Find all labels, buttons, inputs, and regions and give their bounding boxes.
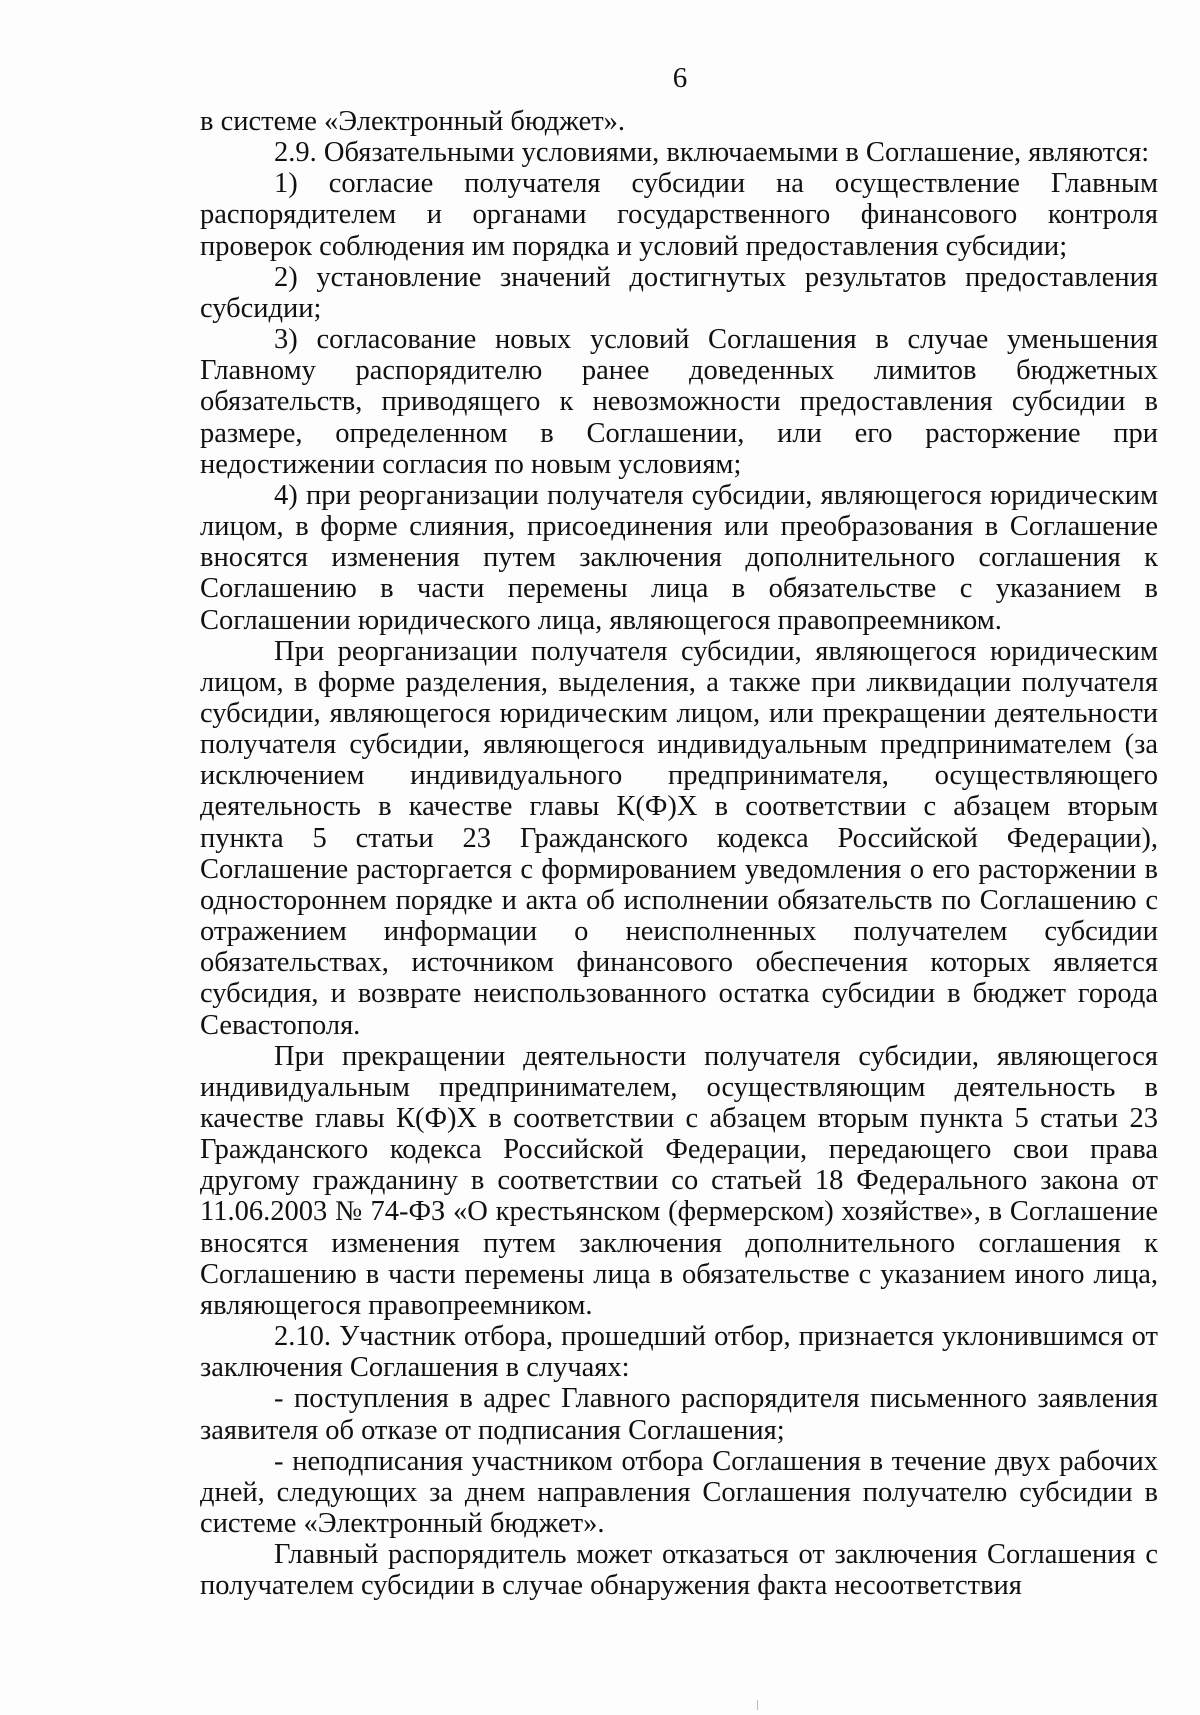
paragraph-reorganization: При реорганизации получателя субсидии, являющегося юридическим лицом, в форме разделения, выделения, а также при ликвидации получателя субсидии, являющегося юридическим лицом, или прекращении деятельности получателя субсидии, являющегося индивидуальным предпринимателем (за исключением индивидуального предпринимателя, осуществляющего деятельность в качестве главы К(Ф)Х в соответствии с абзацем вторым пункта 5 статьи 23 Гражданского кодекса Российской Федерации), Соглашение расторгается с формированием уведомления о его расторжении в одностороннем порядке и акта об исполнении обязательств по Соглашению с отражением информации о неисполненных получателем субсидии обязательствах, источником финансового обеспечения которых является субсидия, и возврате неиспользованного остатка субсидии в бюджет города Севастополя. [200,635,1158,1041]
paragraph-termination: При прекращении деятельности получателя субсидии, являющегося индивидуальным предпринимателем, осуществляющим деятельность в качестве главы К(Ф)Х в соответствии с абзацем вторым пункта 5 статьи 23 Гражданского кодекса Российской Федерации, передающего свои права другому гражданину в соответствии со статьей 18 Федерального закона от 11.06.2003 № 74-ФЗ «О крестьянском (фермерском) хозяйстве», в Соглашение вносятся изменения путем заключения дополнительного соглашения к Соглашению в части перемены лица в обязательстве с указанием иного лица, являющегося правопреемником. [200,1040,1158,1321]
page-number: 6 [672,62,688,94]
document-body [200,106,1158,1602]
paragraph-case-1: - поступления в адрес Главного распорядителя письменного заявления заявителя об отказе от подписания Соглашения; [200,1383,1158,1446]
paragraph-continuation: в системе «Электронный бюджет». [200,106,626,137]
paragraph-2-10: 2.10. Участник отбора, прошедший отбор, признается уклонившимся от заключения Соглашения в случаях: [200,1321,1158,1384]
paragraph-item-3: 3) согласование новых условий Соглашения в случае уменьшения Главному распорядителю ранее доведенных лимитов бюджетных обязательств, приводящего к невозможности предоставления субсидии в размере, определенном в Соглашении, или его расторжение при недостижении согласия по новым условиям; [200,324,1158,480]
paragraph-item-4: 4) при реорганизации получателя субсидии, являющегося юридическим лицом, в форме слияния, присоединения или преобразования в Соглашение вносятся изменения путем заключения дополнительного соглашения к Соглашению в части перемены лица в обязательстве с указанием в Соглашении юридического лица, являющегося правопреемником. [200,479,1158,636]
paragraph-case-2: - неподписания участником отбора Соглашения в течение двух рабочих дней, следующих за днем направления Соглашения получателю субсидии в системе «Электронный бюджет». [200,1445,1158,1540]
paragraph-refusal: Главный распорядитель может отказаться от заключения Соглашения с получателем субсидии в случае обнаружения факта несоответствия [200,1539,1158,1602]
scan-artifact [757,1700,758,1710]
paragraph-2-9: 2.9. Обязательными условиями, включаемыми в Соглашение, являются: [274,137,1150,169]
paragraph-item-2: 2) установление значений достигнутых результатов предоставления субсидии; [200,261,1158,324]
paragraph-item-1: 1) согласие получателя субсидии на осуществление Главным распорядителем и органами государственного финансового контроля проверок соблюдения им порядка и условий предоставления субсидии; [200,168,1158,262]
